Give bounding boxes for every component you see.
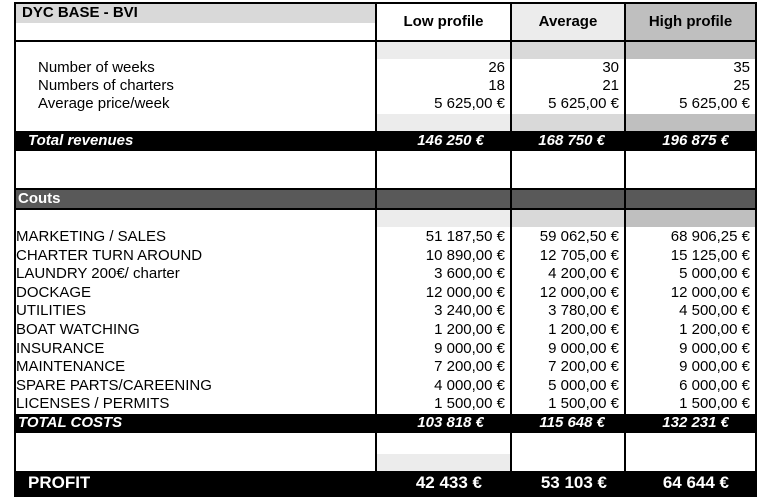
cost-row-value: 12 000,00 € <box>539 284 619 301</box>
cost-row-value: 59 062,50 € <box>539 228 619 245</box>
profit-label: PROFIT <box>28 473 91 492</box>
band3-low <box>376 210 511 227</box>
cost-row-value: 1 500,00 € <box>548 395 619 412</box>
cell-charters-high: 25 <box>733 77 750 94</box>
row-label-charters: Numbers of charters <box>38 77 174 94</box>
cost-row-label: DOCKAGE <box>16 284 92 301</box>
cost-row-label: LAUNDRY 200€/ charter <box>16 265 180 282</box>
cost-row-value: 12 000,00 € <box>425 284 505 301</box>
border-header-bottom <box>14 40 756 42</box>
cost-row-value: 6 000,00 € <box>679 377 750 394</box>
profit-average: 53 103 € <box>540 473 607 492</box>
band2-high <box>625 114 756 131</box>
row-label-price: Average price/week <box>38 95 170 112</box>
band4-low <box>376 454 511 471</box>
border-col3 <box>624 2 626 497</box>
cost-row-value: 1 500,00 € <box>679 395 750 412</box>
total-costs-label: TOTAL COSTS <box>18 414 123 431</box>
band-average <box>511 42 625 59</box>
band-low <box>376 42 511 59</box>
cell-charters-low: 18 <box>488 77 505 94</box>
cost-row-value: 12 705,00 € <box>539 247 619 264</box>
costs-header-label: Couts <box>18 190 61 207</box>
cost-row-value: 3 600,00 € <box>434 265 505 282</box>
cell-weeks-average: 30 <box>602 59 619 76</box>
page-title: DYC BASE - BVI <box>22 4 138 21</box>
cost-row-value: 9 000,00 € <box>434 340 505 357</box>
cost-row-value: 5 000,00 € <box>548 377 619 394</box>
cost-row-value: 1 200,00 € <box>548 321 619 338</box>
border-col2 <box>510 2 512 497</box>
border-top <box>14 2 756 4</box>
cost-row-value: 9 000,00 € <box>679 340 750 357</box>
total-costs-average: 115 648 € <box>539 414 605 431</box>
border-costs-header-bottom <box>14 208 756 210</box>
cost-row-value: 68 906,25 € <box>670 228 750 245</box>
column-header-high: High profile <box>625 3 756 40</box>
border-col1 <box>375 2 377 497</box>
cell-weeks-low: 26 <box>488 59 505 76</box>
cost-row-value: 51 187,50 € <box>425 228 505 245</box>
cost-row-label: UTILITIES <box>16 302 87 319</box>
border-right <box>755 2 757 497</box>
cost-row-value: 1 500,00 € <box>434 395 505 412</box>
cost-row-label: MAINTENANCE <box>16 358 126 375</box>
cost-row-value: 7 200,00 € <box>434 358 505 375</box>
cost-row-value: 9 000,00 € <box>548 340 619 357</box>
cell-price-average: 5 625,00 € <box>548 95 619 112</box>
cost-row-value: 5 000,00 € <box>679 265 750 282</box>
cost-row-value: 12 000,00 € <box>670 284 750 301</box>
profit-high: 64 644 € <box>662 473 729 492</box>
cost-row-label: MARKETING / SALES <box>16 228 167 245</box>
cost-row-value: 3 780,00 € <box>548 302 619 319</box>
column-header-average: Average <box>511 3 625 40</box>
row-label-weeks: Number of weeks <box>38 59 155 76</box>
column-header-low: Low profile <box>376 3 511 40</box>
cost-row-value: 3 240,00 € <box>434 302 505 319</box>
total-costs-low: 103 818 € <box>417 414 484 431</box>
total-costs-high: 132 231 € <box>662 414 729 431</box>
cost-row-value: 4 000,00 € <box>434 377 505 394</box>
profit-low: 42 433 € <box>415 473 482 492</box>
border-bottom <box>14 495 756 497</box>
cost-row-label: LICENSES / PERMITS <box>16 395 170 412</box>
total-revenues-label: Total revenues <box>28 132 134 149</box>
total-revenues-low: 146 250 € <box>417 132 484 149</box>
total-revenues-average: 168 750 € <box>538 132 605 149</box>
band-high <box>625 42 756 59</box>
cost-row-value: 4 500,00 € <box>679 302 750 319</box>
band2-average <box>511 114 625 131</box>
cell-charters-average: 21 <box>602 77 619 94</box>
band3-average <box>511 210 625 227</box>
cost-row-value: 7 200,00 € <box>548 358 619 375</box>
cost-row-value: 4 200,00 € <box>548 265 619 282</box>
cost-row-value: 1 200,00 € <box>679 321 750 338</box>
cost-row-value: 10 890,00 € <box>425 247 505 264</box>
cell-weeks-high: 35 <box>733 59 750 76</box>
border-left <box>14 2 16 497</box>
band3-high <box>625 210 756 227</box>
cost-row-value: 9 000,00 € <box>679 358 750 375</box>
cost-row-label: SPARE PARTS/CAREENING <box>16 377 212 394</box>
band2-low <box>376 114 511 131</box>
costs-header-bar <box>14 189 756 208</box>
cell-price-high: 5 625,00 € <box>679 95 750 112</box>
total-revenues-high: 196 875 € <box>662 132 729 149</box>
cell-price-low: 5 625,00 € <box>434 95 505 112</box>
border-total-top <box>14 131 756 132</box>
cost-row-value: 1 200,00 € <box>434 321 505 338</box>
cost-row-value: 15 125,00 € <box>670 247 750 264</box>
border-costs-top <box>14 188 756 190</box>
cost-row-label: INSURANCE <box>16 340 105 357</box>
cost-row-label: BOAT WATCHING <box>16 321 140 338</box>
cost-row-label: CHARTER TURN AROUND <box>16 247 203 264</box>
